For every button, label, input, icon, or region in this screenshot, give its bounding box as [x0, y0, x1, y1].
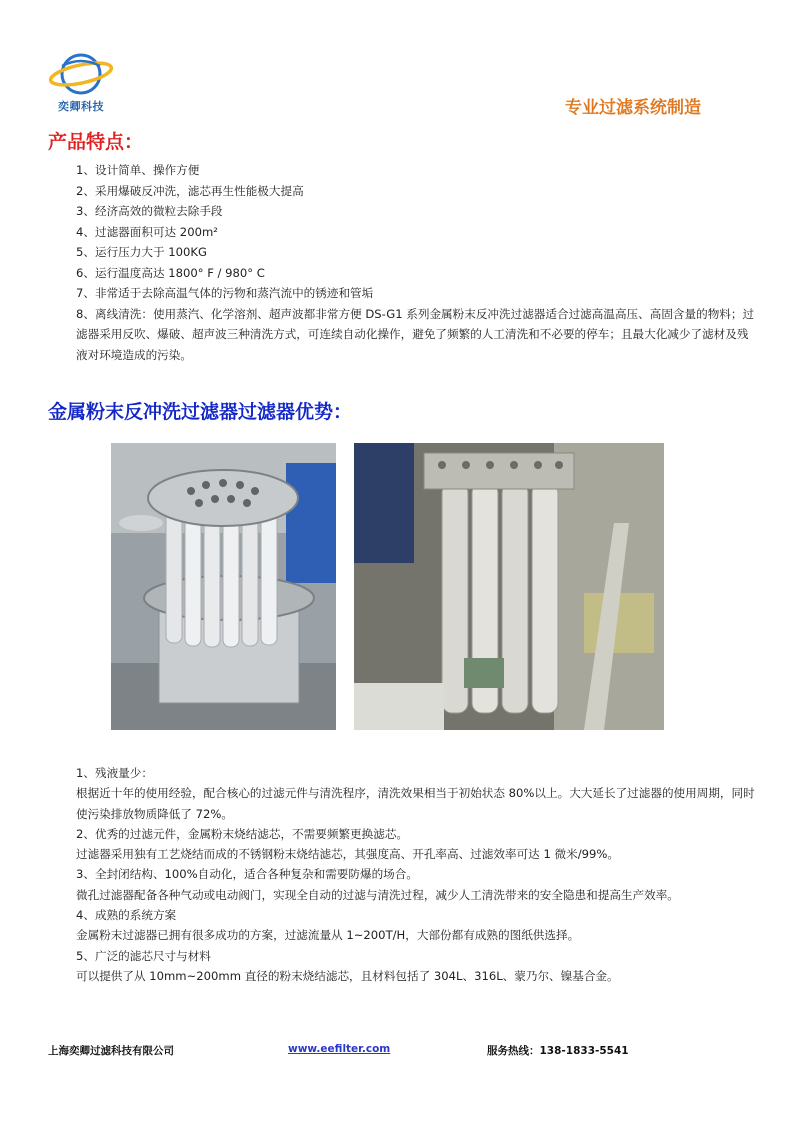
filter-vessel-photo: [111, 443, 336, 730]
advantage-heading: 4、成熟的系统方案: [76, 908, 177, 923]
advantage-text: 过滤器采用独有工艺烧结而成的不锈钢粉末烧结滤芯，其强度高、开孔率高、过滤效率可达 1 微米/99%。: [76, 847, 619, 862]
feature-item: 6、运行温度高达 1800° F / 980° C: [76, 265, 265, 280]
globe-logo-icon: [48, 52, 114, 100]
advantage-heading: 1、残液量少：: [76, 766, 153, 780]
feature-item: 3、经济高效的微粒去除手段: [76, 204, 223, 218]
advantage-heading: 5、广泛的滤芯尺寸与材料: [76, 948, 211, 963]
feature-item: 7、非常适于去除高温气体的污物和蒸汽流中的锈迹和管垢: [76, 286, 374, 300]
advantage-text: 金属粉末过滤器已拥有很多成功的方案，过滤流量从 1~200T/H，大部份都有成熟的图纸供选择。: [76, 928, 580, 943]
company-logo: [48, 52, 114, 116]
features-title: 产品特点：: [48, 131, 144, 153]
advantage-heading: 3、全封闭结构、100%自动化，适合各种复杂和需要防爆的场合。: [76, 867, 418, 882]
footer-website-link[interactable]: www.eefilter.com: [288, 1043, 391, 1055]
advantage-heading: 2、优秀的过滤元件，金属粉末烧结滤芯，不需要频繁更换滤芯。: [76, 826, 409, 841]
advantage-text: 微孔过滤器配备各种气动或电动阀门，实现全自动的过滤与清洗过程，减少人工清洗带来的安全隐患和提高生产效率。: [76, 887, 679, 902]
advantages-title: 金属粉末反冲洗过滤器过滤器优势：: [48, 401, 353, 423]
advantage-text: 可以提供了从 10mm~200mm 直径的粉末烧结滤芯，且材料包括了 304L、316L、蒙乃尔、镍基合金。: [76, 968, 619, 983]
feature-item: 8、离线清洗：使用蒸汽、化学溶剂、超声波都非常方便 DS-G1 系列金属粉末反冲洗过滤器适合过滤高温高压、高固含量的物料；过滤器采用反吹、爆破、超声波三种清洗方式，可连续自动化操作，避免了频繁的人工清洗和不必要的停车；且最大化减少了滤材及残液对环境造成的污染。: [76, 306, 755, 362]
footer-hotline: 服务热线：138-1833-5541: [487, 1045, 629, 1057]
feature-item: 4、过滤器面积可达 200m²: [76, 224, 218, 239]
advantage-text: 根据近十年的使用经验，配合核心的过滤元件与清洗程序，清洗效果相当于初始状态 80%以上。大大延长了过滤器的使用周期，同时使污染排放物质降低了 72%。: [76, 786, 755, 821]
feature-item: 2、采用爆破反冲洗，滤芯再生性能极大提高: [76, 183, 304, 198]
slogan: 专业过滤系统制造: [565, 98, 701, 118]
features-list: [76, 160, 756, 365]
installed-filter-photo: [354, 443, 664, 730]
feature-item: 5、运行压力大于 100KG: [76, 245, 207, 259]
logo-text: 奕卿科技: [58, 100, 104, 113]
advantages-list: [76, 763, 756, 986]
footer-company: 上海奕卿过滤科技有限公司: [48, 1045, 174, 1057]
feature-item: 1、设计简单、操作方便: [76, 163, 200, 177]
